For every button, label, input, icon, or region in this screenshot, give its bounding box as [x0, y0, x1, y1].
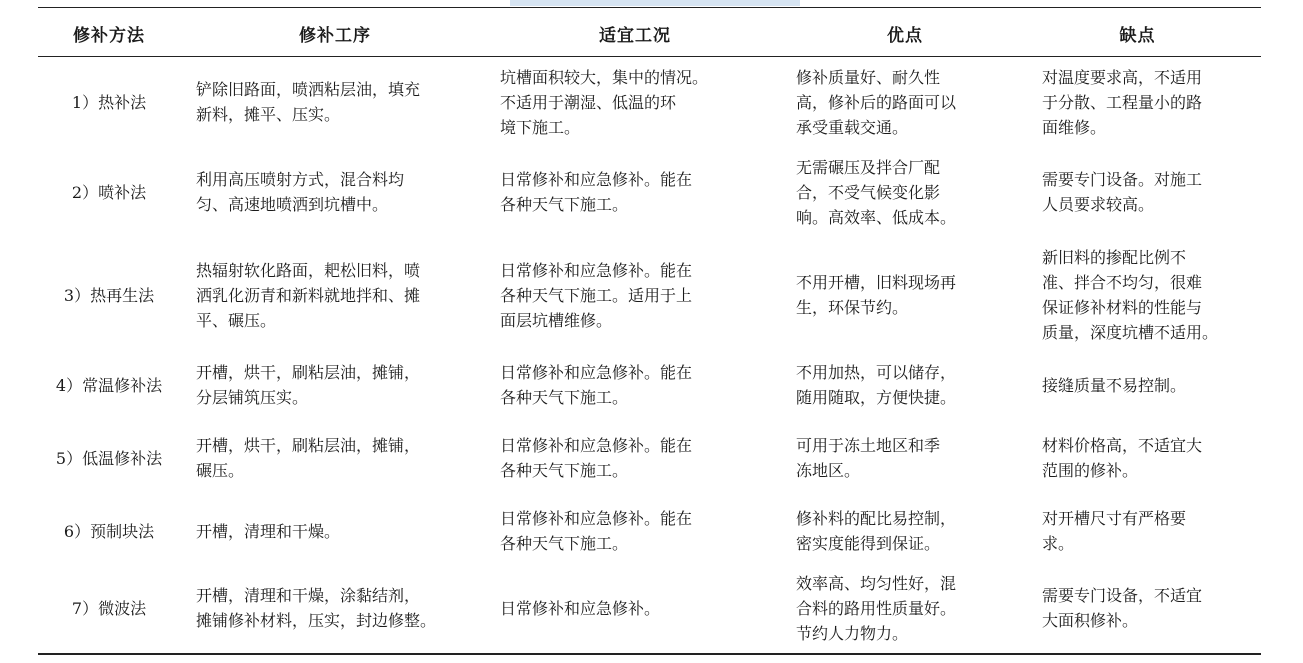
cell-suitable: 日常修补和应急修补。 [500, 598, 661, 618]
header-method: 修补方法 [73, 26, 145, 46]
cell-suitable: 日常修补和应急修补。能在 各种天气下施工。适用于上 面层坑槽维修。 [500, 260, 693, 330]
header-disadvantages: 缺点 [1119, 26, 1156, 46]
cell-disadvantages: 需要专门设备，不适宜 大面积修补。 [1042, 586, 1203, 630]
cell-process: 铲除旧路面，喷洒粘层油，填充 新料，摊平、压实。 [196, 80, 421, 124]
header-bottom-rule [38, 56, 1261, 57]
cell-disadvantages: 需要专门设备。对施工 人员要求较高。 [1042, 170, 1203, 214]
cell-suitable: 坑槽面积较大，集中的情况。 不适用于潮湿、低温的环 境下施工。 [500, 67, 709, 137]
cell-method: 2）喷补法 [71, 182, 147, 202]
cell-process: 开槽，烘干，刷粘层油，摊铺， 碾压。 [196, 436, 421, 480]
cell-method: 6）预制块法 [63, 521, 155, 541]
cell-disadvantages: 接缝质量不易控制。 [1042, 375, 1187, 395]
cell-suitable: 日常修补和应急修补。能在 各种天气下施工。 [500, 436, 693, 480]
header-process: 修补工序 [299, 26, 371, 46]
cell-method: 1）热补法 [71, 92, 147, 112]
cell-process: 开槽，清理和干燥。 [196, 521, 341, 541]
cell-disadvantages: 对开槽尺寸有严格要 求。 [1042, 509, 1187, 553]
cell-advantages: 不用开槽，旧料现场再 生，环保节约。 [796, 273, 957, 317]
cell-advantages: 可用于冻土地区和季 冻地区。 [796, 436, 941, 480]
cell-advantages: 效率高、均匀性好，混 合料的路用性质量好。 节约人力物力。 [796, 573, 957, 643]
cell-suitable: 日常修补和应急修补。能在 各种天气下施工。 [500, 363, 693, 407]
table-bottom-rule [38, 653, 1261, 655]
cell-advantages: 不用加热，可以储存， 随用随取，方便快捷。 [796, 363, 957, 407]
cell-advantages: 修补料的配比易控制， 密实度能得到保证。 [796, 509, 957, 553]
cell-method: 3）热再生法 [63, 285, 155, 305]
cell-process: 开槽，清理和干燥，涂黏结剂， 摊铺修补材料，压实，封边修整。 [196, 586, 437, 630]
cell-process: 热辐射软化路面，耙松旧料，喷 洒乳化沥青和新料就地拌和、摊 平、碾压。 [196, 260, 421, 330]
cell-suitable: 日常修补和应急修补。能在 各种天气下施工。 [500, 170, 693, 214]
cell-advantages: 无需碾压及拌合厂配 合，不受气候变化影 响。高效率、低成本。 [796, 157, 957, 227]
table-top-rule [38, 7, 1261, 8]
header-advantages: 优点 [887, 26, 923, 46]
cell-disadvantages: 材料价格高，不适宜大 范围的修补。 [1042, 436, 1203, 480]
cell-method: 5）低温修补法 [55, 448, 163, 468]
cell-advantages: 修补质量好、耐久性 高，修补后的路面可以 承受重载交通。 [796, 67, 957, 137]
cell-disadvantages: 新旧料的掺配比例不 准、拌合不均匀，很难 保证修补材料的性能与 质量，深度坑槽不适用。 [1042, 248, 1219, 342]
header-suitable: 适宜工况 [599, 26, 671, 46]
cell-process: 利用高压喷射方式，混合料均 匀、高速地喷洒到坑槽中。 [196, 170, 405, 214]
cell-suitable: 日常修补和应急修补。能在 各种天气下施工。 [500, 509, 693, 553]
cell-method: 7）微波法 [71, 598, 147, 618]
top-accent-bar [510, 0, 800, 6]
cell-process: 开槽，烘干，刷粘层油，摊铺， 分层铺筑压实。 [196, 363, 421, 407]
cell-disadvantages: 对温度要求高，不适用 于分散、工程量小的路 面维修。 [1042, 67, 1203, 137]
cell-method: 4）常温修补法 [55, 375, 163, 395]
